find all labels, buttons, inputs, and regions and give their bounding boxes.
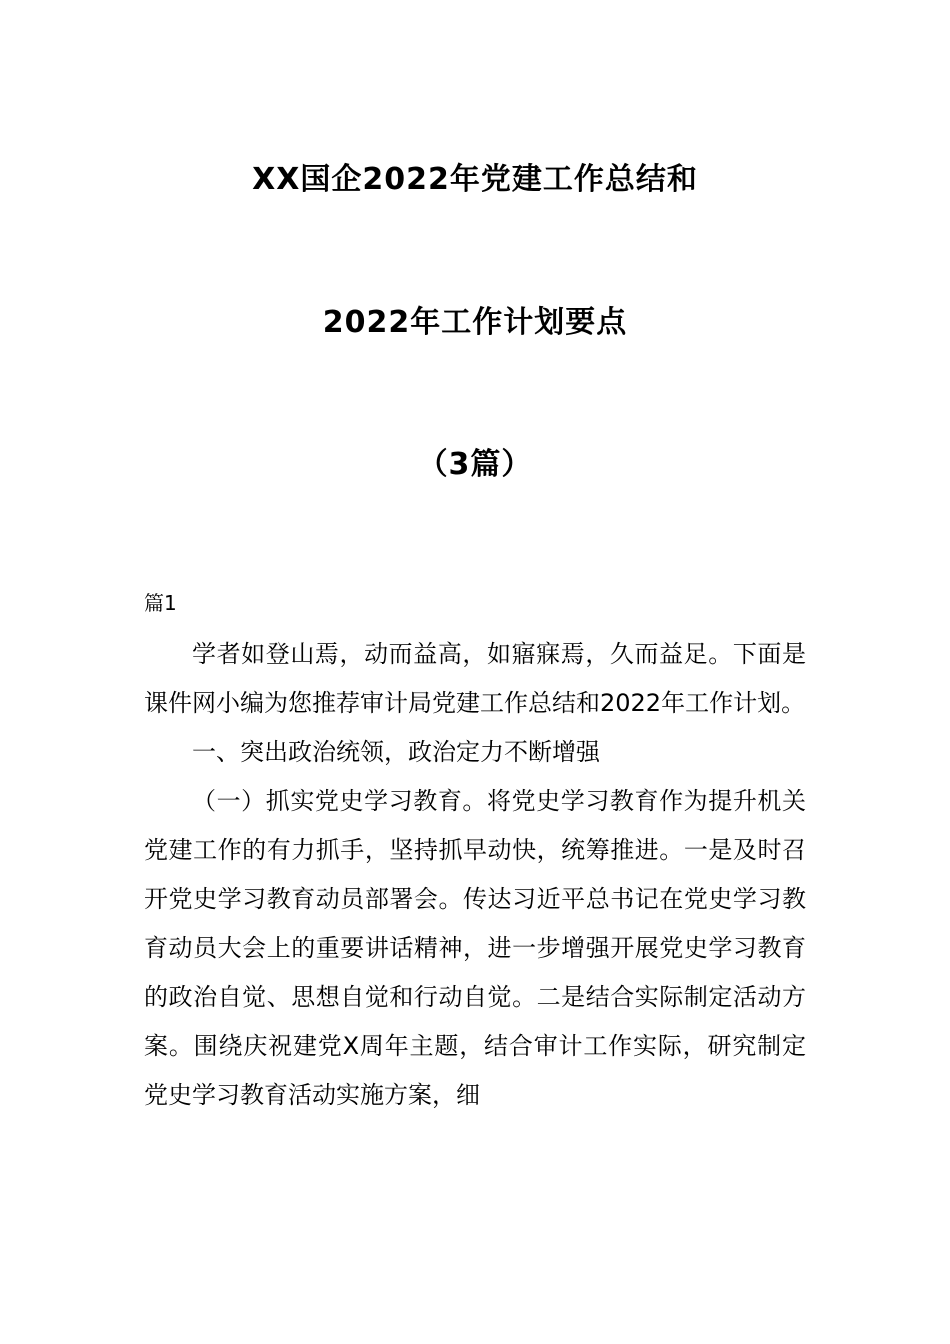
paragraph-item-1: （一）抓实党史学习教育。将党史学习教育作为提升机关党建工作的有力抓手，坚持抓早动快，统筹推进。一是及时召开党史学习教育动员部署会。传达习近平总书记在党史学习教育动员大会上的重要讲话精神，进一步增强开展党史学习教育的政治自觉、思想自觉和行动自觉。二是结合实际制定活动方案。围绕庆祝建党X周年主题，结合审计工作实际，研究制定党史学习教育活动实施方案，细 — [144, 787, 806, 1109]
section-label: 篇1 — [144, 591, 177, 615]
document-title-line-2: 2022年工作计划要点 — [322, 305, 628, 340]
paragraph-heading-1: 一、突出政治统领，政治定力不断增强 — [192, 738, 600, 766]
document-title-line-3: （3篇） — [417, 447, 533, 482]
body-text — [144, 630, 806, 1120]
document-title-line-1: XX国企2022年党建工作总结和 — [252, 162, 698, 197]
paragraph-intro: 学者如登山焉，动而益高，如寤寐焉，久而益足。下面是课件网小编为您推荐审计局党建工作总结和2022年工作计划。 — [144, 640, 806, 717]
